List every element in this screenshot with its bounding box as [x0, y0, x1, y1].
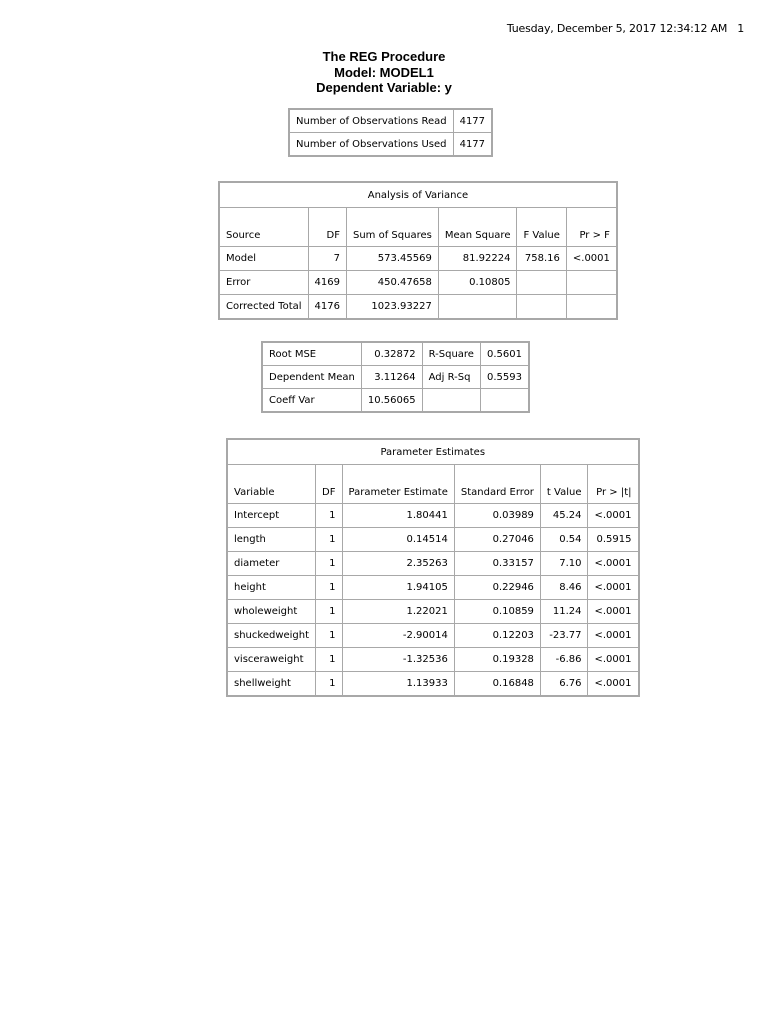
- params-row: [227, 576, 639, 600]
- params-column-header: t Value: [540, 465, 588, 504]
- anova-header-row: [219, 208, 617, 247]
- anova-column-header: F Value: [517, 208, 566, 247]
- params-caption: Parameter Estimates: [227, 439, 639, 465]
- params-body: [227, 504, 639, 697]
- anova-cell-ms: 81.92224: [438, 247, 517, 271]
- observations-body: [289, 109, 492, 156]
- anova-cell-p: <.0001: [566, 247, 617, 271]
- params-column-header: DF: [316, 465, 342, 504]
- params-row: [227, 504, 639, 528]
- params-header-row: [227, 465, 639, 504]
- anova-cell-df: 4176: [308, 295, 346, 320]
- params-column-header: Parameter Estimate: [342, 465, 454, 504]
- anova-column-header: Sum of Squares: [347, 208, 439, 247]
- params-cell-variable: height: [227, 576, 316, 600]
- params-row: [227, 672, 639, 697]
- params-cell-t: 11.24: [540, 600, 588, 624]
- params-cell-df: 1: [316, 504, 342, 528]
- params-cell-p: <.0001: [588, 504, 639, 528]
- fit-cell-value2: [480, 389, 529, 413]
- params-cell-t: 45.24: [540, 504, 588, 528]
- page-number: 1: [737, 22, 744, 35]
- params-cell-est: 1.22021: [342, 600, 454, 624]
- fit-row: [262, 342, 529, 366]
- params-cell-t: 0.54: [540, 528, 588, 552]
- fit-row: [262, 389, 529, 413]
- anova-cell-ss: 1023.93227: [347, 295, 439, 320]
- params-cell-se: 0.27046: [454, 528, 540, 552]
- params-cell-se: 0.33157: [454, 552, 540, 576]
- anova-column-header: Source: [219, 208, 308, 247]
- params-cell-variable: visceraweight: [227, 648, 316, 672]
- anova-cell-source: Error: [219, 271, 308, 295]
- params-cell-df: 1: [316, 624, 342, 648]
- params-cell-p: <.0001: [588, 552, 639, 576]
- params-cell-t: -23.77: [540, 624, 588, 648]
- fit-cell-label2: [422, 389, 480, 413]
- anova-column-header: Mean Square: [438, 208, 517, 247]
- params-cell-se: 0.03989: [454, 504, 540, 528]
- fit-cell-value1: 10.56065: [361, 389, 422, 413]
- params-cell-df: 1: [316, 648, 342, 672]
- anova-table: [218, 181, 618, 320]
- params-cell-variable: diameter: [227, 552, 316, 576]
- fit-cell-value2: 0.5601: [480, 342, 529, 366]
- anova-caption: Analysis of Variance: [219, 182, 617, 208]
- anova-cell-p: [566, 295, 617, 320]
- params-cell-est: -1.32536: [342, 648, 454, 672]
- params-cell-est: 2.35263: [342, 552, 454, 576]
- params-cell-t: 7.10: [540, 552, 588, 576]
- anova-cell-f: 758.16: [517, 247, 566, 271]
- anova-cell-df: 7: [308, 247, 346, 271]
- params-cell-variable: Intercept: [227, 504, 316, 528]
- obs-value: 4177: [453, 109, 492, 133]
- params-cell-p: <.0001: [588, 600, 639, 624]
- params-cell-est: -2.90014: [342, 624, 454, 648]
- params-cell-variable: shuckedweight: [227, 624, 316, 648]
- anova-cell-source: Model: [219, 247, 308, 271]
- procedure-title: The REG Procedure: [322, 49, 446, 64]
- fit-cell-value2: 0.5593: [480, 366, 529, 389]
- params-row: [227, 528, 639, 552]
- observations-row: [289, 109, 492, 133]
- page-header: [507, 22, 744, 35]
- params-cell-df: 1: [316, 528, 342, 552]
- params-cell-est: 1.13933: [342, 672, 454, 697]
- params-row: [227, 624, 639, 648]
- params-column-header: Variable: [227, 465, 316, 504]
- params-cell-est: 1.80441: [342, 504, 454, 528]
- params-row: [227, 648, 639, 672]
- fit-statistics-table: [261, 341, 530, 413]
- parameter-estimates-table: [226, 438, 640, 697]
- datetime-stamp: Tuesday, December 5, 2017 12:34:12 AM: [506, 22, 728, 35]
- fit-cell-label1: Coeff Var: [262, 389, 361, 413]
- params-cell-se: 0.19328: [454, 648, 540, 672]
- obs-label: Number of Observations Used: [289, 133, 453, 157]
- params-cell-se: 0.16848: [454, 672, 540, 697]
- params-cell-df: 1: [316, 576, 342, 600]
- params-column-header: Pr > |t|: [588, 465, 639, 504]
- fit-cell-label2: R-Square: [422, 342, 480, 366]
- anova-cell-ss: 573.45569: [347, 247, 439, 271]
- params-cell-variable: length: [227, 528, 316, 552]
- anova-cell-source: Corrected Total: [219, 295, 308, 320]
- params-cell-t: 6.76: [540, 672, 588, 697]
- report-titles: [0, 49, 768, 96]
- params-cell-df: 1: [316, 552, 342, 576]
- anova-row: [219, 247, 617, 271]
- anova-cell-f: [517, 271, 566, 295]
- anova-cell-ss: 450.47658: [347, 271, 439, 295]
- anova-cell-f: [517, 295, 566, 320]
- model-title: Model: MODEL1: [334, 64, 434, 80]
- params-row: [227, 552, 639, 576]
- params-cell-se: 0.12203: [454, 624, 540, 648]
- params-cell-p: 0.5915: [588, 528, 639, 552]
- observations-row: [289, 133, 492, 157]
- fit-row: [262, 366, 529, 389]
- params-cell-est: 1.94105: [342, 576, 454, 600]
- params-cell-p: <.0001: [588, 576, 639, 600]
- params-cell-variable: wholeweight: [227, 600, 316, 624]
- fit-cell-label2: Adj R-Sq: [422, 366, 480, 389]
- fit-cell-value1: 0.32872: [361, 342, 422, 366]
- params-cell-p: <.0001: [588, 672, 639, 697]
- params-cell-df: 1: [316, 600, 342, 624]
- fit-cell-label1: Dependent Mean: [262, 366, 361, 389]
- params-cell-variable: shellweight: [227, 672, 316, 697]
- params-cell-est: 0.14514: [342, 528, 454, 552]
- anova-body: [219, 247, 617, 320]
- anova-column-header: DF: [308, 208, 346, 247]
- anova-cell-p: [566, 271, 617, 295]
- params-cell-t: -6.86: [540, 648, 588, 672]
- obs-value: 4177: [453, 133, 492, 157]
- params-cell-t: 8.46: [540, 576, 588, 600]
- params-cell-df: 1: [316, 672, 342, 697]
- anova-row: [219, 271, 617, 295]
- params-column-header: Standard Error: [454, 465, 540, 504]
- params-cell-se: 0.22946: [454, 576, 540, 600]
- params-row: [227, 600, 639, 624]
- anova-row: [219, 295, 617, 320]
- fit-cell-label1: Root MSE: [262, 342, 361, 366]
- params-cell-p: <.0001: [588, 648, 639, 672]
- params-cell-p: <.0001: [588, 624, 639, 648]
- dependent-variable-title: Dependent Variable: y: [316, 80, 452, 95]
- fit-cell-value1: 3.11264: [361, 366, 422, 389]
- anova-cell-ms: 0.10805: [438, 271, 517, 295]
- params-cell-se: 0.10859: [454, 600, 540, 624]
- anova-cell-df: 4169: [308, 271, 346, 295]
- fit-statistics-body: [262, 342, 529, 412]
- observations-table: [288, 108, 493, 157]
- obs-label: Number of Observations Read: [289, 109, 453, 133]
- anova-cell-ms: [438, 295, 517, 320]
- anova-column-header: Pr > F: [566, 208, 617, 247]
